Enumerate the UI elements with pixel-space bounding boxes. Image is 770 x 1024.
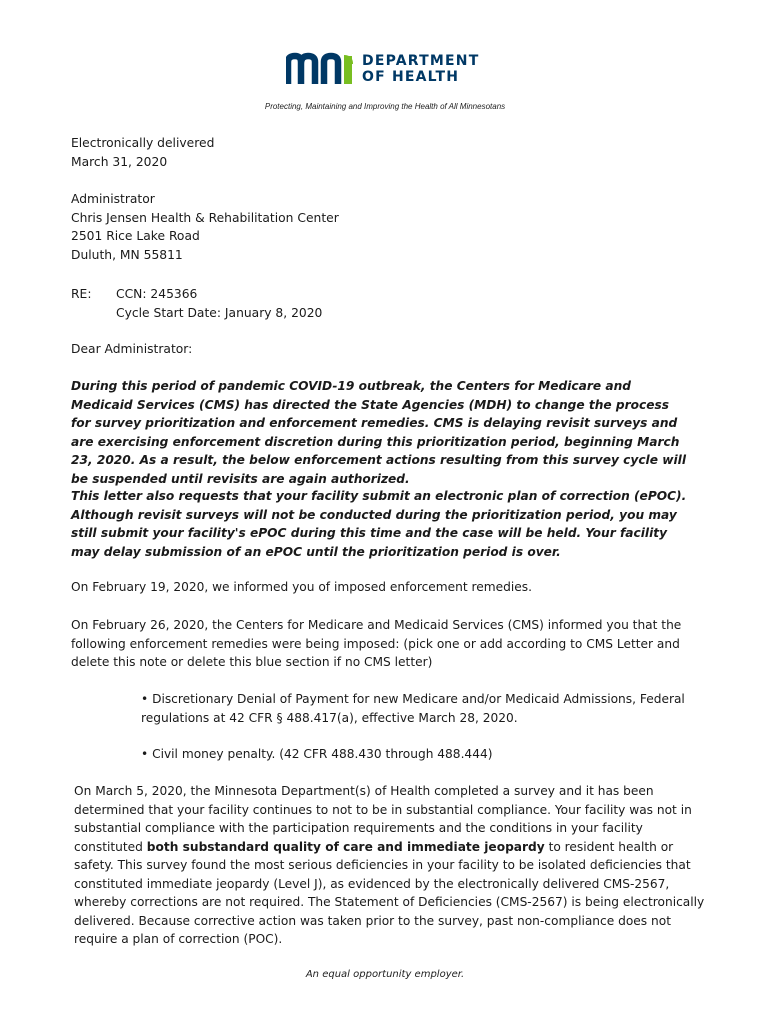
footer-equal-opportunity: An equal opportunity employer. — [305, 969, 465, 980]
epoc-paragraph: This letter also requests that your facility submit an electronic plan of correction (ePOC). Although revisit surveys will not be conducted during the prioritization period, you may still submit your facility's ePOC during this time and the case will be held. Your facility may delay submission of an ePOC until the prioritization period is over. — [71, 489, 687, 559]
salutation: Dear Administrator: — [71, 342, 193, 356]
remedy-bullet-payment-denial: • Discretionary Denial of Payment for new Medicare and/or Medicaid Admissions, Federal regulations at 42 CFR § 488.417(a), effective March 28, 2020. — [141, 692, 685, 725]
logo-wordmark — [362, 53, 479, 85]
recipient-address — [71, 190, 339, 264]
letter-date: March 31, 2020 — [71, 154, 168, 169]
mn-logo-icon — [286, 52, 358, 86]
mdh-logo — [286, 52, 496, 88]
recipient-facility: Chris Jensen Health & Rehabilitation Center — [71, 210, 339, 225]
tagline: Protecting, Maintaining and Improving the Health of All Minnesotans — [264, 102, 506, 111]
survey-paragraph — [74, 782, 714, 949]
remedy-bullet-civil-penalty: • Civil money penalty. (42 CFR 488.430 through 488.444) — [141, 747, 493, 761]
cycle-start-date: Cycle Start Date: January 8, 2020 — [116, 305, 323, 320]
survey-text-bold: both substandard quality of care and immediate jeopardy — [146, 839, 545, 854]
delivery-method: Electronically delivered — [71, 136, 215, 150]
logo-line-2: OF HEALTH — [362, 69, 460, 85]
ccn: CCN: 245366 — [116, 287, 198, 301]
recipient-title: Administrator — [71, 192, 155, 206]
recipient-city: Duluth, MN 55811 — [71, 247, 183, 262]
informed-paragraph: On February 19, 2020, we informed you of imposed enforcement remedies. — [71, 580, 532, 594]
recipient-street: 2501 Rice Lake Road — [71, 229, 200, 243]
cms-paragraph: On February 26, 2020, the Centers for Medicare and Medicaid Services (CMS) informed you that the following enforcement remedies were being imposed: (pick one or add according to CMS Letter and delete this note or delete this blue section if no CMS letter) — [71, 618, 682, 669]
survey-text-after: to resident health or safety. This survey found the most serious deficiencies in your facility to be isolated deficiencies that constituted immediate jeopardy (Level J), as evidenced by the electronically delivered CMS-2567, whereby corrections are not required. The Statement of Deficiencies (CMS-2567) is being electronically delivered. Because corrective action was taken prior to the survey, past non-compliance does not require a plan of correction (POC). — [74, 839, 705, 946]
re-details — [116, 285, 322, 322]
re-label: RE: — [71, 287, 92, 301]
logo-line-1: DEPARTMENT — [362, 53, 480, 69]
delivery-block — [71, 134, 214, 171]
covid-paragraph: During this period of pandemic COVID-19 outbreak, the Centers for Medicare and Medicaid Services (CMS) has directed the State Agencies (MDH) to change the process for survey prioritization and enforcement remedies. CMS is delaying revisit surveys and are exercising enforcement discretion during this prioritization period, beginning March 23, 2020. As a result, the below enforcement actions resulting from this survey cycle will be suspended until revisits are again authorized. — [71, 379, 687, 486]
survey-text-before: On March 5, 2020, the Minnesota Department(s) of Health completed a survey and it has been determined that your facility continues to not to be in substantial compliance. Your facility was not in substantial compliance with the participation requirements and the conditions in your facility constituted — [74, 784, 692, 854]
